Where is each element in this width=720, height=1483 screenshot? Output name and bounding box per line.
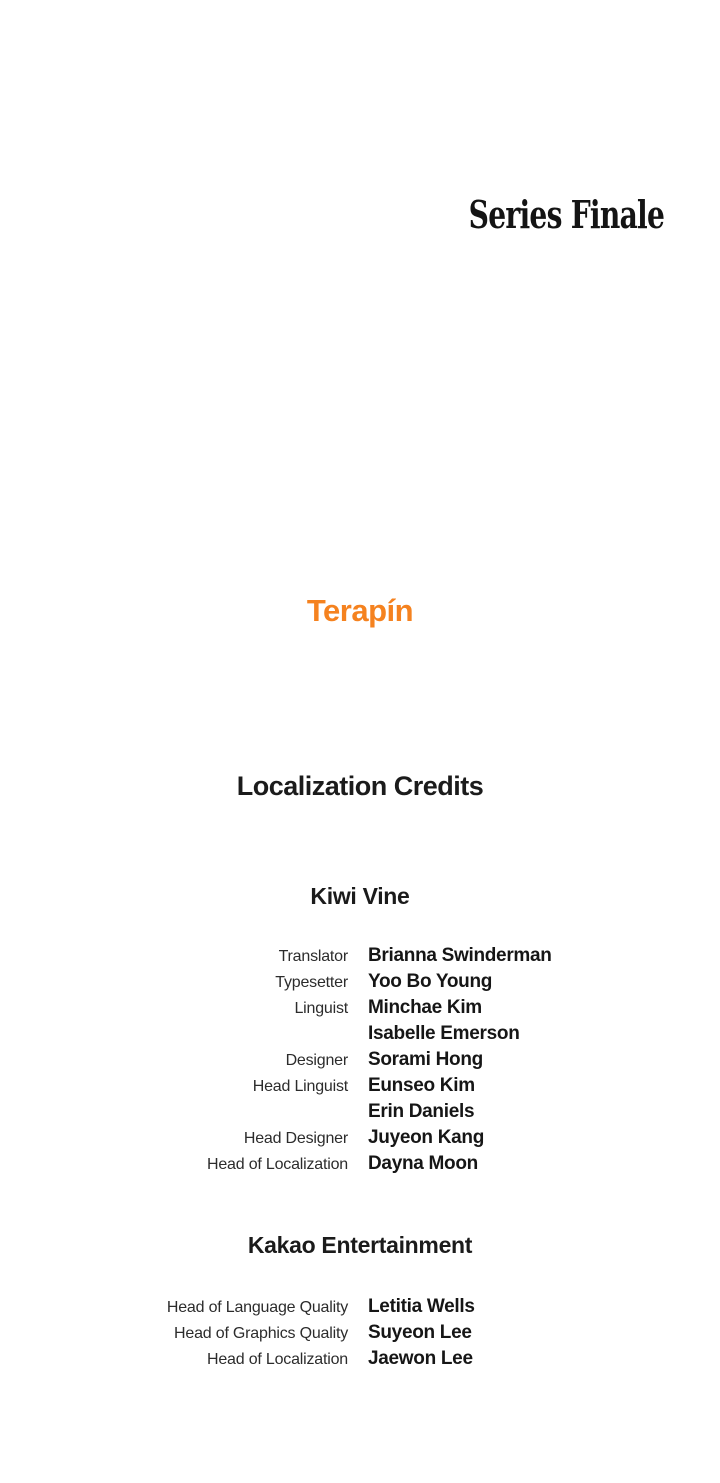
credits-list-kiwi-vine (0, 945, 720, 1179)
terapin-logo: Terapín (306, 593, 414, 628)
credit-role: Designer (285, 1052, 348, 1069)
credit-line (0, 1322, 720, 1348)
series-finale-title: Series Finale (468, 192, 664, 237)
credit-role: Head of Localization (207, 1156, 348, 1173)
credit-line (0, 1049, 720, 1075)
credit-role: Typesetter (275, 974, 348, 991)
credit-name: Erin Daniels (368, 1101, 475, 1122)
credit-name: Letitia Wells (368, 1296, 475, 1317)
credits-list-kakao-entertainment (0, 1296, 720, 1374)
credit-role: Head of Language Quality (166, 1299, 348, 1316)
credit-name: Suyeon Lee (368, 1322, 472, 1343)
credit-name: Dayna Moon (368, 1153, 478, 1174)
credit-line (0, 1101, 720, 1127)
credit-line (0, 945, 720, 971)
credit-role: Linguist (294, 1000, 348, 1017)
credit-line (0, 997, 720, 1023)
credit-role: Head of Localization (207, 1351, 348, 1368)
credit-name: Brianna Swinderman (368, 945, 552, 966)
localization-credits-title: Localization Credits (236, 771, 484, 801)
credit-line (0, 1023, 720, 1049)
credit-name: Minchae Kim (368, 997, 482, 1018)
credit-role: Head Linguist (252, 1078, 348, 1095)
credit-name: Eunseo Kim (368, 1075, 475, 1096)
credit-name: Jaewon Lee (368, 1348, 473, 1369)
credit-role: Head Designer (243, 1130, 348, 1147)
section-heading-kakao-entertainment: Kakao Entertainment (247, 1232, 473, 1258)
credit-role: Head of Graphics Quality (174, 1325, 348, 1342)
credit-name: Sorami Hong (368, 1049, 483, 1070)
credit-line (0, 1296, 720, 1322)
credit-name: Isabelle Emerson (368, 1023, 520, 1044)
credit-line (0, 1348, 720, 1374)
section-heading-kiwi-vine: Kiwi Vine (310, 883, 410, 909)
credit-name: Juyeon Kang (368, 1127, 484, 1148)
credit-line (0, 1127, 720, 1153)
credit-name: Yoo Bo Young (368, 971, 493, 992)
credit-line (0, 1075, 720, 1101)
credit-role: Translator (278, 948, 348, 965)
credit-line (0, 971, 720, 997)
credit-line (0, 1153, 720, 1179)
